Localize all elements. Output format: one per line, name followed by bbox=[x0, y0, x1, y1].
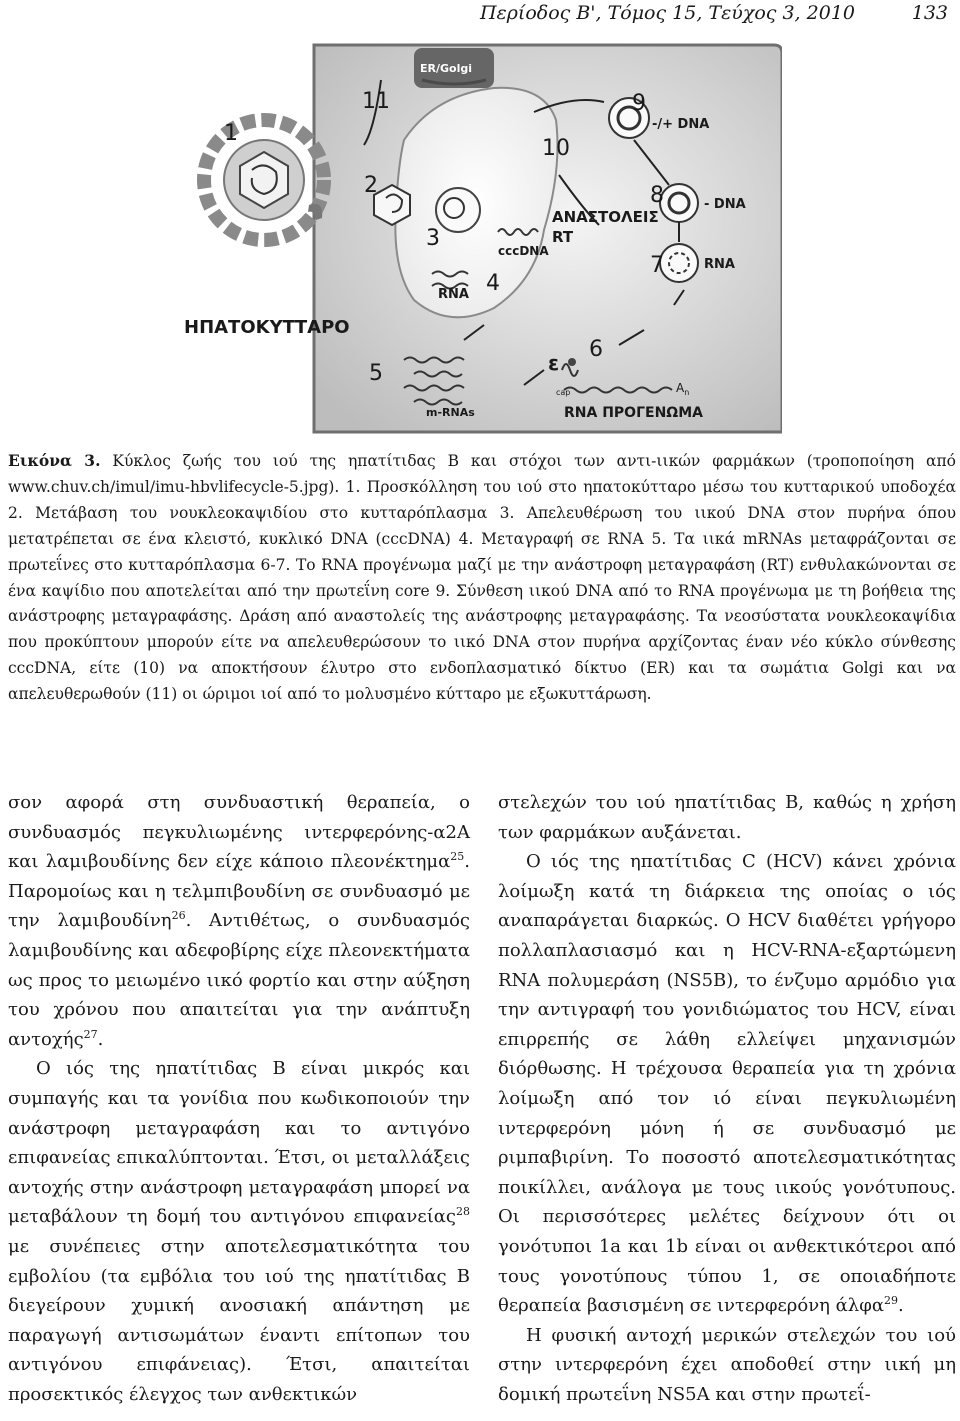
plus-minus-dna-label: -/+ DNA bbox=[652, 117, 710, 132]
step-7-label: 7 bbox=[650, 253, 664, 278]
figure-caption bbox=[8, 448, 956, 708]
minus-dna-label: - DNA bbox=[704, 197, 746, 212]
life-cycle-diagram bbox=[164, 40, 782, 435]
hepatocyte-label: ΗΠΑΤΟΚΥΤΤΑΡΟ bbox=[184, 317, 350, 338]
step-8-label: 8 bbox=[650, 183, 664, 208]
citation-27: 27 bbox=[83, 1027, 98, 1041]
left-paragraph-1: σον αφορά στη συνδυαστική θεραπεία, ο συνδυασμός πεγκυλιωμένης ιντερφερόνης-α2Α και λαμιβουδίνης δεν είχε κάποιο πλεονέκτημα$^{25}$. Παρομοίως και η τελμπιβουδίνη σε συνδυασμό με την λαμιβουδίνη$^{26}$. Αντιθέτως, ο συνδυασμός λαμιβουδίνης και αδεφοβίρης είχε πλεονεκτήματα ως προς το μειωμένο ιικό φορτίο και στην αύξηση του χρόνου που απαιτείται για την ανάπτυξη αντοχής$^{27}$. bbox=[8, 792, 470, 1050]
mrnas-label: m-RNAs bbox=[426, 406, 475, 419]
step-1-label: 1 bbox=[224, 121, 238, 146]
running-header bbox=[0, 0, 960, 32]
virion-outside bbox=[204, 120, 324, 240]
rna-7-label: RNA bbox=[704, 257, 735, 272]
step-3-label: 3 bbox=[426, 226, 440, 251]
er-golgi-label: ER/Golgi bbox=[420, 62, 473, 75]
citation-28: 28 bbox=[456, 1205, 470, 1219]
right-paragraph-3: Η φυσική αντοχή μερικών στελεχών του ιού στην ιντερφερόνη έχει αποδοθεί στην ιική μη δομική πρωτεΐνη NS5A και στην πρωτεΐ- bbox=[498, 1324, 956, 1405]
nucleocapsid-2 bbox=[374, 185, 410, 225]
left-column bbox=[8, 788, 470, 1409]
epsilon-label: ε bbox=[548, 351, 560, 375]
pregenome-label: RNA ΠΡΟΓΕΝΩΜΑ bbox=[564, 405, 703, 421]
caption-lead: Εικόνα 3. bbox=[8, 451, 101, 470]
step-10-label: 10 bbox=[542, 136, 570, 161]
step-2-label: 2 bbox=[364, 173, 378, 198]
citation-25: 25 bbox=[450, 850, 465, 864]
page-number: 133 bbox=[911, 2, 948, 24]
citation-29: 29 bbox=[883, 1294, 898, 1308]
cap-label: cap bbox=[556, 388, 571, 397]
rt-label: RT bbox=[552, 228, 574, 246]
nucleocapsid-3 bbox=[436, 188, 480, 232]
step-9-label: 9 bbox=[632, 91, 646, 116]
cccdna-label: cccDNA bbox=[498, 244, 549, 258]
poly-a-label: $A_n$ bbox=[676, 381, 690, 397]
right-column bbox=[498, 788, 956, 1409]
step-5-label: 5 bbox=[369, 361, 383, 386]
journal-issue: Περίοδος Β', Τόμος 15, Τεύχος 3, 2010 bbox=[479, 2, 855, 24]
caption-text: Κύκλος ζωής του ιού της ηπατίτιδας Β και στόχοι των αντι-ιικών φαρμάκων (τροποποίηση από www.chuv.ch/imul/imu-hbvlifecycle-5.jpg). 1. Προσκόλληση του ιού στο ηπατοκύτταρο μέσω του κυτταρικού υποδοχέα 2. Μετάβαση του νουκλεοκαψιδίου στο κυτταρόπλασμα 3. Απελευθέρωση του ιικού DNA στον πυρήνα όπου μετατρέπεται σε ένα κλειστό, κυκλικό DNA (cccDNA) 4. Μεταγραφή σε RNA 5. Τα ιικά mRNAs μεταφράζονται σε πρωτεΐνες στο κυτταρόπλασμα 6-7. Το RNA προγένωμα μαζί με την ανάστροφη μεταγραφάση (RT) ενθυλακώνονται σε ένα καψίδιο που αποτελείται από την πρωτεΐνη core 9. Σύνθεση ιικού DNA από το RNA προγένωμα με τη βοήθεια της ανάστροφης μεταγραφάσης. Δράση από αναστολείς της ανάστροφης μεταγραφάσης. Τα νεοσύστατα νουκλεοκαψίδια που προκύπτουν μπορούν είτε να απελευθερώσουν το ιικό DNA στον πυρήνα αρχίζοντας έναν νέο κύκλο σύνθεσης cccDNA, είτε (10) να αποκτήσουν έλυτρο στο ενδοπλασματικό δίκτυο (ER) και τα σωμάτια Golgi και να απελευθερωθούν (11) οι ώριμοι ιοί από το μολυσμένο κύτταρο με εξωκυττάρωση. bbox=[8, 452, 956, 704]
hbv-life-cycle-figure bbox=[164, 40, 782, 435]
left-paragraph-2: Ο ιός της ηπατίτιδας Β είναι μικρός και συμπαγής και τα γονίδια που κωδικοποιούν την ανάστροφη μεταγραφάση και το αντιγόνο επιφανείας επικαλύπτονται. Έτσι, οι μεταλλάξεις αντοχής στην ανάστροφη μεταγραφάση μπορεί να μεταβάλουν τη δομή του αντιγόνου επιφανείας$^{28}$ με συνέπειες στην αποτελεσματικότητα του εμβολίου (τα εμβόλια του ιού της ηπατίτιδας Β διεγείρουν χυμική ανοσιακή απάντηση με παραγωγή αντισωμάτων έναντι επίτοπων του αντιγόνου επιφάνειας). Έτσι, απαιτείται προσεκτικός έλεγχος των ανθεκτικών bbox=[8, 1058, 470, 1405]
right-paragraph-1: στελεχών του ιού ηπατίτιδας Β, καθώς η χρήση των φαρμάκων αυξάνεται. bbox=[498, 792, 956, 843]
citation-26: 26 bbox=[171, 909, 186, 923]
rna-label-4: RNA bbox=[438, 287, 469, 302]
inhibitors-label: ΑΝΑΣΤΟΛΕΙΣ bbox=[552, 208, 659, 226]
capsid-7 bbox=[660, 244, 698, 282]
step-6-label: 6 bbox=[589, 337, 603, 362]
capsid-8 bbox=[660, 184, 698, 222]
step-4-label: 4 bbox=[486, 271, 500, 296]
right-paragraph-2: Ο ιός της ηπατίτιδας C (HCV) κάνει χρόνια λοίμωξη κατά τη διάρκεια της οποίας ο ιός αναπαράγεται διαρκώς. Ο HCV διαθέτει γρήγορο πολλαπλασιασμό και η HCV-RNA-εξαρτώμενη RNA πολυμεράση (NS5B), το ένζυμο αρμόδιο για την αντιγραφή του γονιδιώματος του HCV, είναι επιρρεπής σε λάθη ελλείψει μηχανισμών διόρθωσης. Η τρέχουσα θεραπεία για τη χρόνια λοίμωξη από τον ιό είναι πεγκυλιωμένη ιντερφερόνη μόνη ή σε συνδυασμό με ριμπαβιρίνη. Το ποσοστό αποτελεσματικότητας ποικίλλει, ανάλογα με τους ιικούς γονότυπους. Οι περισσότερες μελέτες δείχνουν ότι οι γονότυποι 1a και 1b είναι οι ανθεκτικότεροι από τους γονοτύπους τύπου 1, σε οποιαδήποτε θεραπεία βασισμένη σε ιντερφερόνη άλφα$^{29}$. bbox=[498, 851, 956, 1317]
step-11-label: 11 bbox=[362, 89, 390, 114]
